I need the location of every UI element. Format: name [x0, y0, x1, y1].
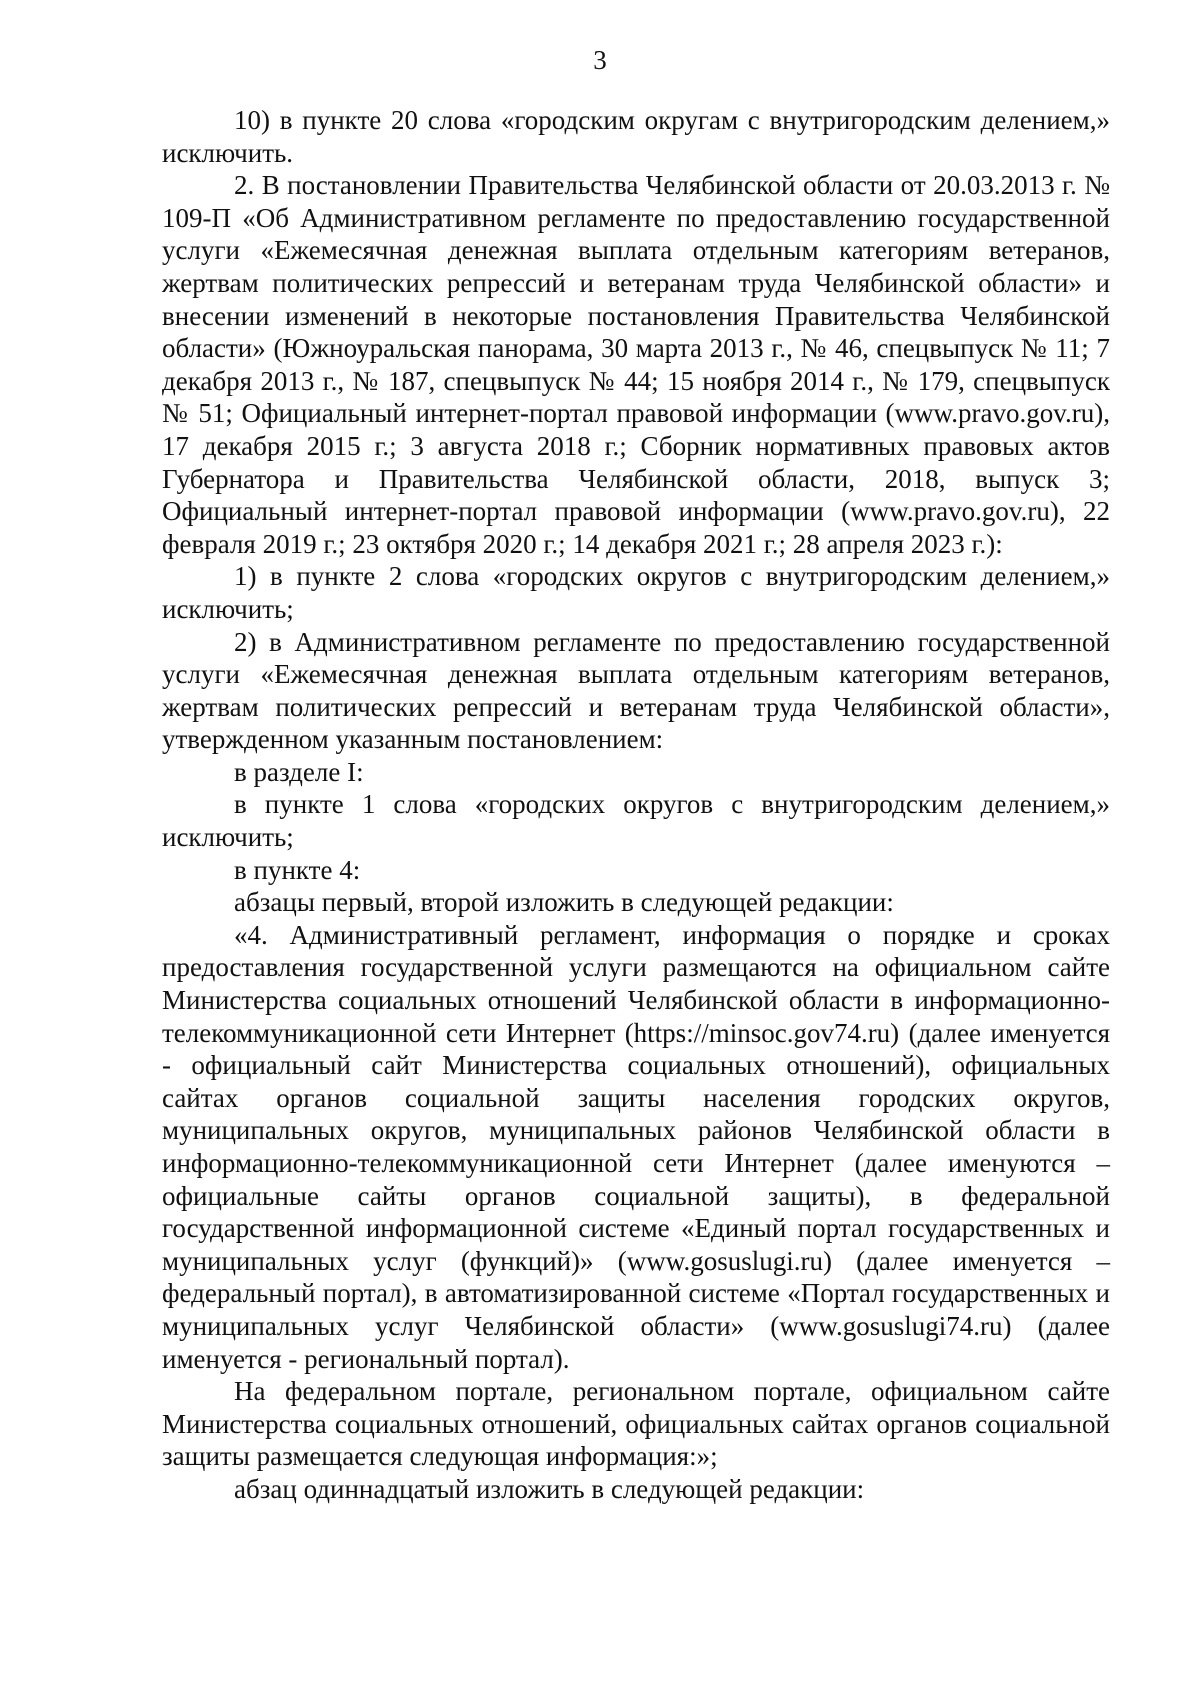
paragraph-federal-portal: На федеральном портале, региональном портале, официальном сайте Министерства социальных отношений, официальных сайтах органов социальной защиты размещается следующая информация:»;: [162, 1376, 1110, 1472]
paragraph-point-1: в пункте 1 слова «городских округов с внутригородским делением,» исключить;: [162, 789, 1110, 853]
paragraph-quote-4: «4. Административный регламент, информация о порядке и сроках предоставления государственной услуги размещаются на официальном сайте Министерства социальных отношений Челябинской области в информационно-телекоммуникационной сети Интернет (https://minsoc.gov74.ru) (далее именуется - официальный сайт Министерства социальных отношений), официальных сайтах органов социальной защиты населения городских округов, муниципальных округов, муниципальных районов Челябинской области в информационно-телекоммуникационной сети Интернет (далее именуются – официальные сайты органов социальной защиты), в федеральной государственной информационной системе «Единый портал государственных и муниципальных услуг (функций)» (www.gosuslugi.ru) (далее именуется – федеральный портал), в автоматизированной системе «Портал государственных и муниципальных услуг Челябинской области» (www.gosuslugi74.ru) (далее именуется - региональный портал).: [162, 919, 1110, 1374]
paragraph-point-4: в пункте 4:: [234, 854, 361, 885]
paragraph-subitem-1: 1) в пункте 2 слова «городских округов с внутригородским делением,» исключить;: [162, 561, 1110, 624]
paragraph-section-2: 2. В постановлении Правительства Челябинской области от 20.03.2013 г. № 109-П «Об Административном регламенте по предоставлению государственной услуги «Ежемесячная денежная выплата отдельным категориям ветеранов, жертвам политических репрессий и ветеранам труда Челябинской области» и внесении изменений в некоторые постановления Правительства Челябинской области» (Южноуральская панорама, 30 марта 2013 г., № 46, спецвыпуск № 11; 7 декабря 2013 г., № 187, спецвыпуск № 44; 15 ноября 2014 г., № 179, спецвыпуск № 51; Официальный интернет-портал правовой информации (www.pravo.gov.ru), 17 декабря 2015 г.; 3 августа 2018 г.; Сборник нормативных правовых актов Губернатора и Правительства Челябинской области, 2018, выпуск 3; Официальный интернет-портал правовой информации (www.pravo.gov.ru), 22 февраля 2019 г.; 23 октября 2020 г.; 14 декабря 2021 г.; 28 апреля 2023 г.):: [162, 170, 1110, 559]
paragraph-item-10: 10) в пункте 20 слова «городским округам с внутригородским делением,» исключить.: [162, 105, 1110, 168]
document-body: [162, 104, 1110, 1506]
paragraph-abzacy: абзацы первый, второй изложить в следующей редакции:: [234, 887, 894, 918]
page-number: 3: [593, 45, 607, 75]
paragraph-subitem-2: 2) в Административном регламенте по предоставлению государственной услуги «Ежемесячная денежная выплата отдельным категориям ветеранов, жертвам политических репрессий и ветеранам труда Челябинской области», утвержденном указанным постановлением:: [162, 626, 1110, 755]
paragraph-abzac-11: абзац одиннадцатый изложить в следующей редакции:: [234, 1473, 865, 1504]
paragraph-section-i: в разделе I:: [234, 756, 364, 787]
